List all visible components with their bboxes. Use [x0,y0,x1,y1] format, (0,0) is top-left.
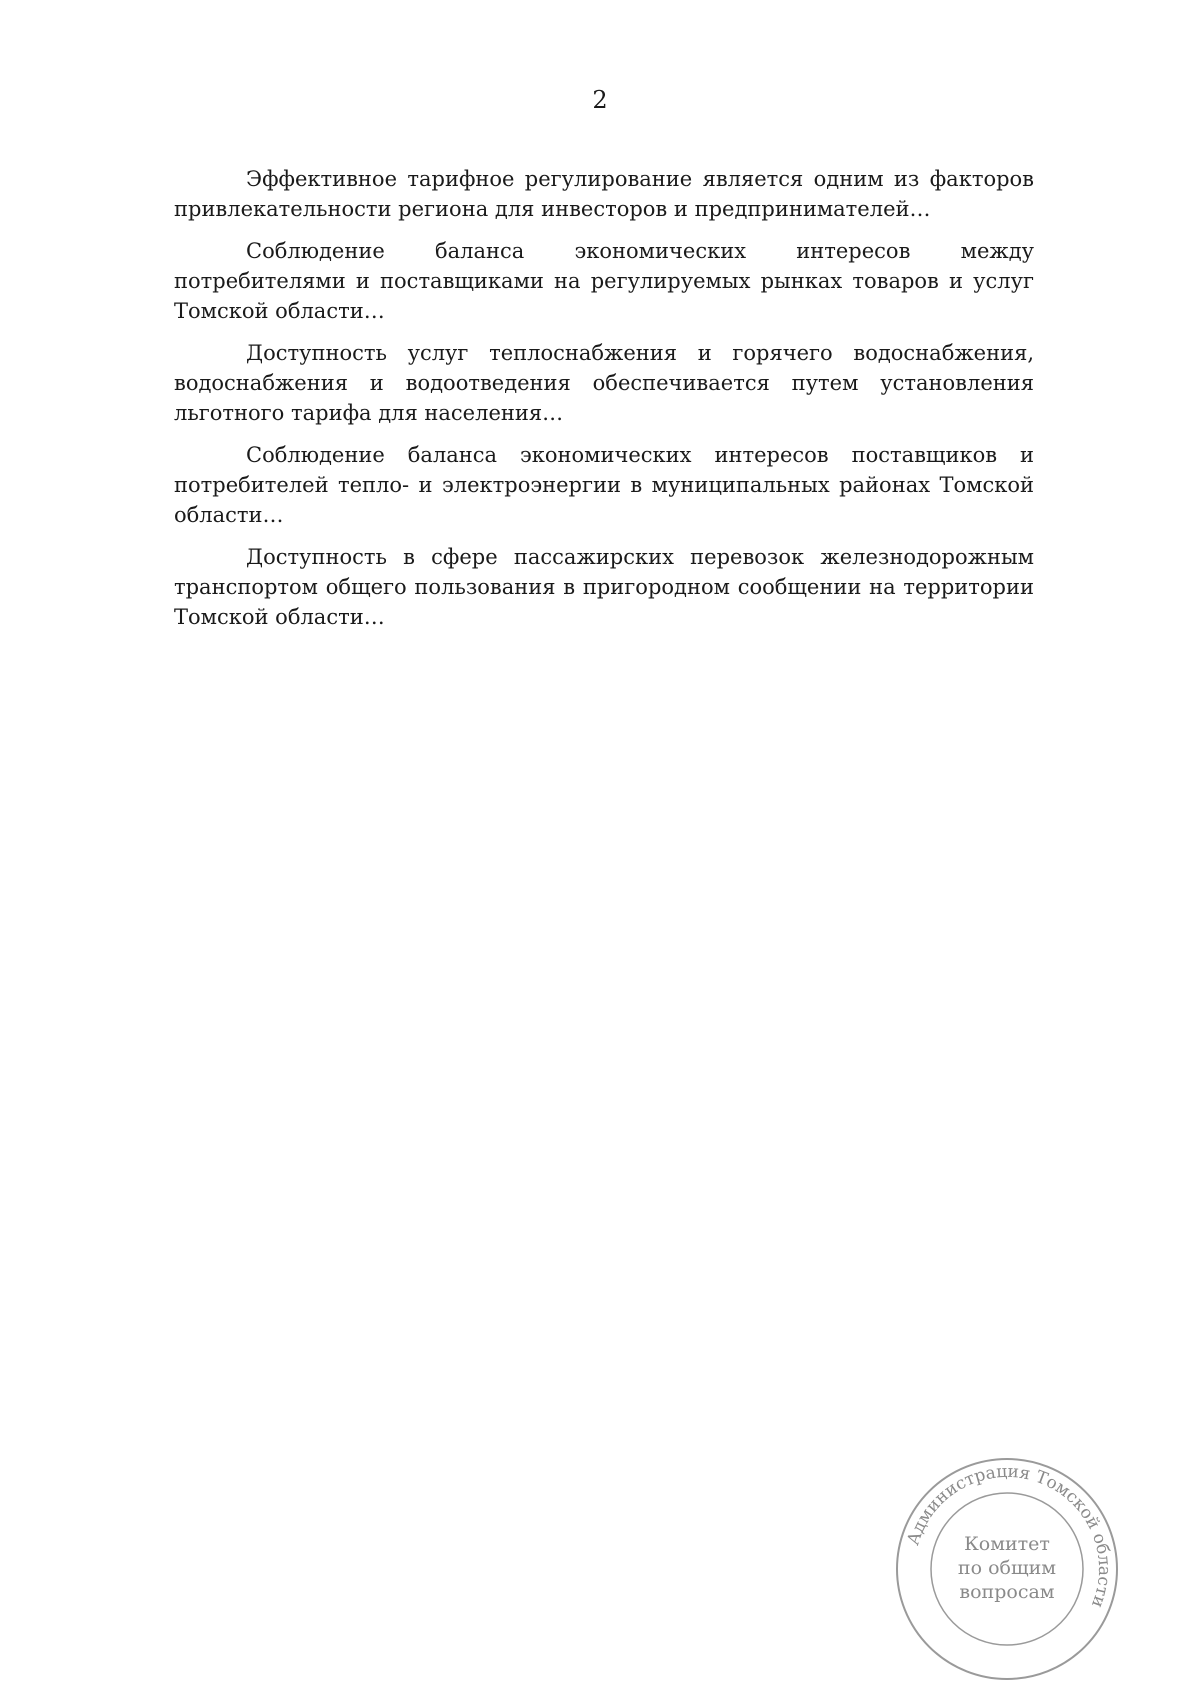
paragraph-1: Эффективное тарифное регулирование является одним из факторов привлекательности региона для инвесторов и предпринимателей… [174,167,1034,221]
seal-line-1: Комитет [964,1533,1050,1555]
seal-line-3: вопросам [959,1581,1055,1603]
seal-line-2: по общим [957,1557,1057,1579]
page-number: 2 [592,86,608,114]
paragraph-3: Доступность услуг теплоснабжения и горячего водоснабжения, водоснабжения и водоотведения обеспечивается путем установления льготного тарифа для населения… [174,341,1034,425]
official-seal [892,1454,1122,1684]
document-body [174,164,1034,644]
paragraph-2: Соблюдение баланса экономических интересов между потребителями и поставщиками на регулируемых рынках товаров и услуг Томской области… [174,239,1034,323]
paragraph-4: Соблюдение баланса экономических интересов поставщиков и потребителей тепло- и электроэнергии в муниципальных районах Томской области… [174,443,1034,527]
paragraph-5: Доступность в сфере пассажирских перевозок железнодорожным транспортом общего пользования в пригородном сообщении на территории Томской области… [174,545,1034,629]
seal-outer-text: Администрация Томской области [903,1461,1115,1611]
